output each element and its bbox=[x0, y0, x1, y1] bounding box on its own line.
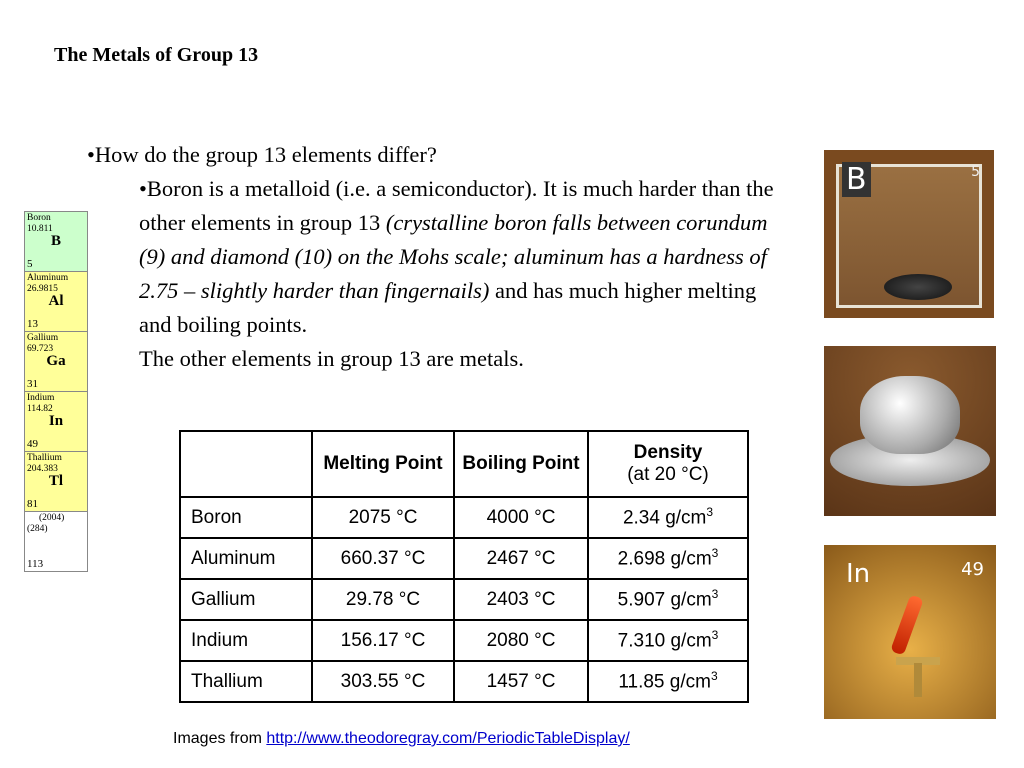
element-name: Boron bbox=[27, 213, 51, 223]
cell-element: Indium bbox=[180, 620, 312, 661]
bullet-boron-italic: (crystalline boron falls between corundum (9) and diamond (10) on the Mohs scale; aluminum has a hardness of 2.75 – slightly harder than fingernails) bbox=[139, 210, 768, 303]
density-value: 7.310 g/cm bbox=[617, 630, 712, 652]
element-mass: (284) bbox=[27, 524, 48, 534]
cell-density bbox=[588, 538, 748, 579]
header-density bbox=[588, 431, 748, 497]
bullet-boron bbox=[139, 172, 787, 342]
credit-prefix: Images from bbox=[173, 730, 267, 747]
cell-melting: 660.37 °C bbox=[312, 538, 454, 579]
header-melting: Melting Point bbox=[312, 431, 454, 497]
cell-melting: 303.55 °C bbox=[312, 661, 454, 702]
properties-table bbox=[179, 430, 749, 703]
element-mass: 10.811 bbox=[27, 224, 53, 234]
density-exponent: 3 bbox=[706, 505, 714, 520]
element-mass: 204.383 bbox=[27, 464, 58, 474]
cell-density bbox=[588, 620, 748, 661]
aluminum-photo bbox=[824, 346, 996, 516]
element-name: Thallium bbox=[27, 453, 62, 463]
cell-element: Boron bbox=[180, 497, 312, 538]
sample-stand-leg bbox=[914, 663, 922, 697]
density-exponent: 3 bbox=[711, 587, 719, 602]
element-number: 113 bbox=[27, 558, 44, 570]
element-mass: 114.82 bbox=[27, 404, 53, 414]
cell-boiling: 2467 °C bbox=[454, 538, 588, 579]
photo-symbol: In bbox=[846, 559, 871, 589]
table-row bbox=[180, 497, 748, 538]
header-boiling: Boiling Point bbox=[454, 431, 588, 497]
density-value: 2.34 g/cm bbox=[622, 507, 707, 529]
cell-melting: 2075 °C bbox=[312, 497, 454, 538]
cell-element: Aluminum bbox=[180, 538, 312, 579]
photo-symbol: B bbox=[842, 162, 871, 197]
image-credit bbox=[173, 730, 630, 748]
density-value: 5.907 g/cm bbox=[617, 589, 712, 611]
boron-photo bbox=[824, 150, 994, 318]
element-cell-gallium bbox=[25, 332, 87, 392]
photo-number: 49 bbox=[961, 559, 984, 580]
element-cell-indium bbox=[25, 392, 87, 452]
bullet-boron-text: •Boron is a metalloid (i.e. a semiconductor). It is much harder than the other elements in group 13 bbox=[139, 176, 774, 235]
header-blank bbox=[180, 431, 312, 497]
cell-boiling: 2080 °C bbox=[454, 620, 588, 661]
density-exponent: 3 bbox=[711, 628, 719, 643]
element-number: 31 bbox=[27, 378, 38, 390]
element-name: Aluminum bbox=[27, 273, 69, 283]
aluminum-sample bbox=[860, 376, 960, 454]
credit-link[interactable]: http://www.theodoregray.com/PeriodicTableDisplay/ bbox=[266, 730, 630, 747]
boron-sample bbox=[884, 274, 952, 300]
cell-density bbox=[588, 661, 748, 702]
table-row bbox=[180, 661, 748, 702]
cell-boiling: 4000 °C bbox=[454, 497, 588, 538]
element-name: Indium bbox=[27, 393, 55, 403]
bullet-metals: The other elements in group 13 are metals. bbox=[139, 346, 524, 371]
element-name: Gallium bbox=[27, 333, 59, 343]
header-density-sub: (at 20 °C) bbox=[627, 464, 709, 485]
bullet-list bbox=[87, 138, 787, 376]
cell-density bbox=[588, 579, 748, 620]
table-row bbox=[180, 620, 748, 661]
header-density-label: Density bbox=[633, 442, 703, 463]
photo-number: 5 bbox=[971, 164, 980, 180]
bullet-question: •How do the group 13 elements differ? bbox=[87, 142, 437, 167]
element-cell-aluminum bbox=[25, 272, 87, 332]
element-number: 5 bbox=[27, 258, 33, 270]
indium-sample bbox=[890, 594, 924, 655]
table-row bbox=[180, 538, 748, 579]
table-row bbox=[180, 579, 748, 620]
slide-title: The Metals of Group 13 bbox=[54, 44, 259, 66]
element-number: 81 bbox=[27, 498, 38, 510]
cell-boiling: 2403 °C bbox=[454, 579, 588, 620]
density-exponent: 3 bbox=[711, 546, 719, 561]
element-cell-113 bbox=[25, 512, 87, 571]
table-header-row bbox=[180, 431, 748, 497]
indium-photo bbox=[824, 545, 996, 719]
element-cell-boron bbox=[25, 212, 87, 272]
cell-boiling: 1457 °C bbox=[454, 661, 588, 702]
element-symbol: Al bbox=[48, 293, 64, 309]
element-symbol: Tl bbox=[48, 473, 64, 489]
element-number: 49 bbox=[27, 438, 38, 450]
element-symbol: B bbox=[50, 233, 61, 249]
cell-element: Gallium bbox=[180, 579, 312, 620]
element-cell-thallium bbox=[25, 452, 87, 512]
element-number: 13 bbox=[27, 318, 38, 330]
element-mass: 69.723 bbox=[27, 344, 54, 354]
density-value: 11.85 g/cm bbox=[618, 671, 711, 693]
element-mass: 26.9815 bbox=[27, 284, 58, 294]
cell-element: Thallium bbox=[180, 661, 312, 702]
density-value: 2.698 g/cm bbox=[617, 548, 712, 570]
cell-melting: 29.78 °C bbox=[312, 579, 454, 620]
bullet-boron-text-end: and has much higher melting and boiling points. bbox=[139, 278, 757, 337]
element-symbol: Ga bbox=[46, 353, 66, 369]
cell-melting: 156.17 °C bbox=[312, 620, 454, 661]
cell-density bbox=[588, 497, 748, 538]
periodic-table-strip bbox=[24, 211, 88, 572]
density-exponent: 3 bbox=[710, 669, 718, 684]
element-mass: (2004) bbox=[39, 513, 65, 523]
element-symbol: In bbox=[48, 413, 64, 429]
